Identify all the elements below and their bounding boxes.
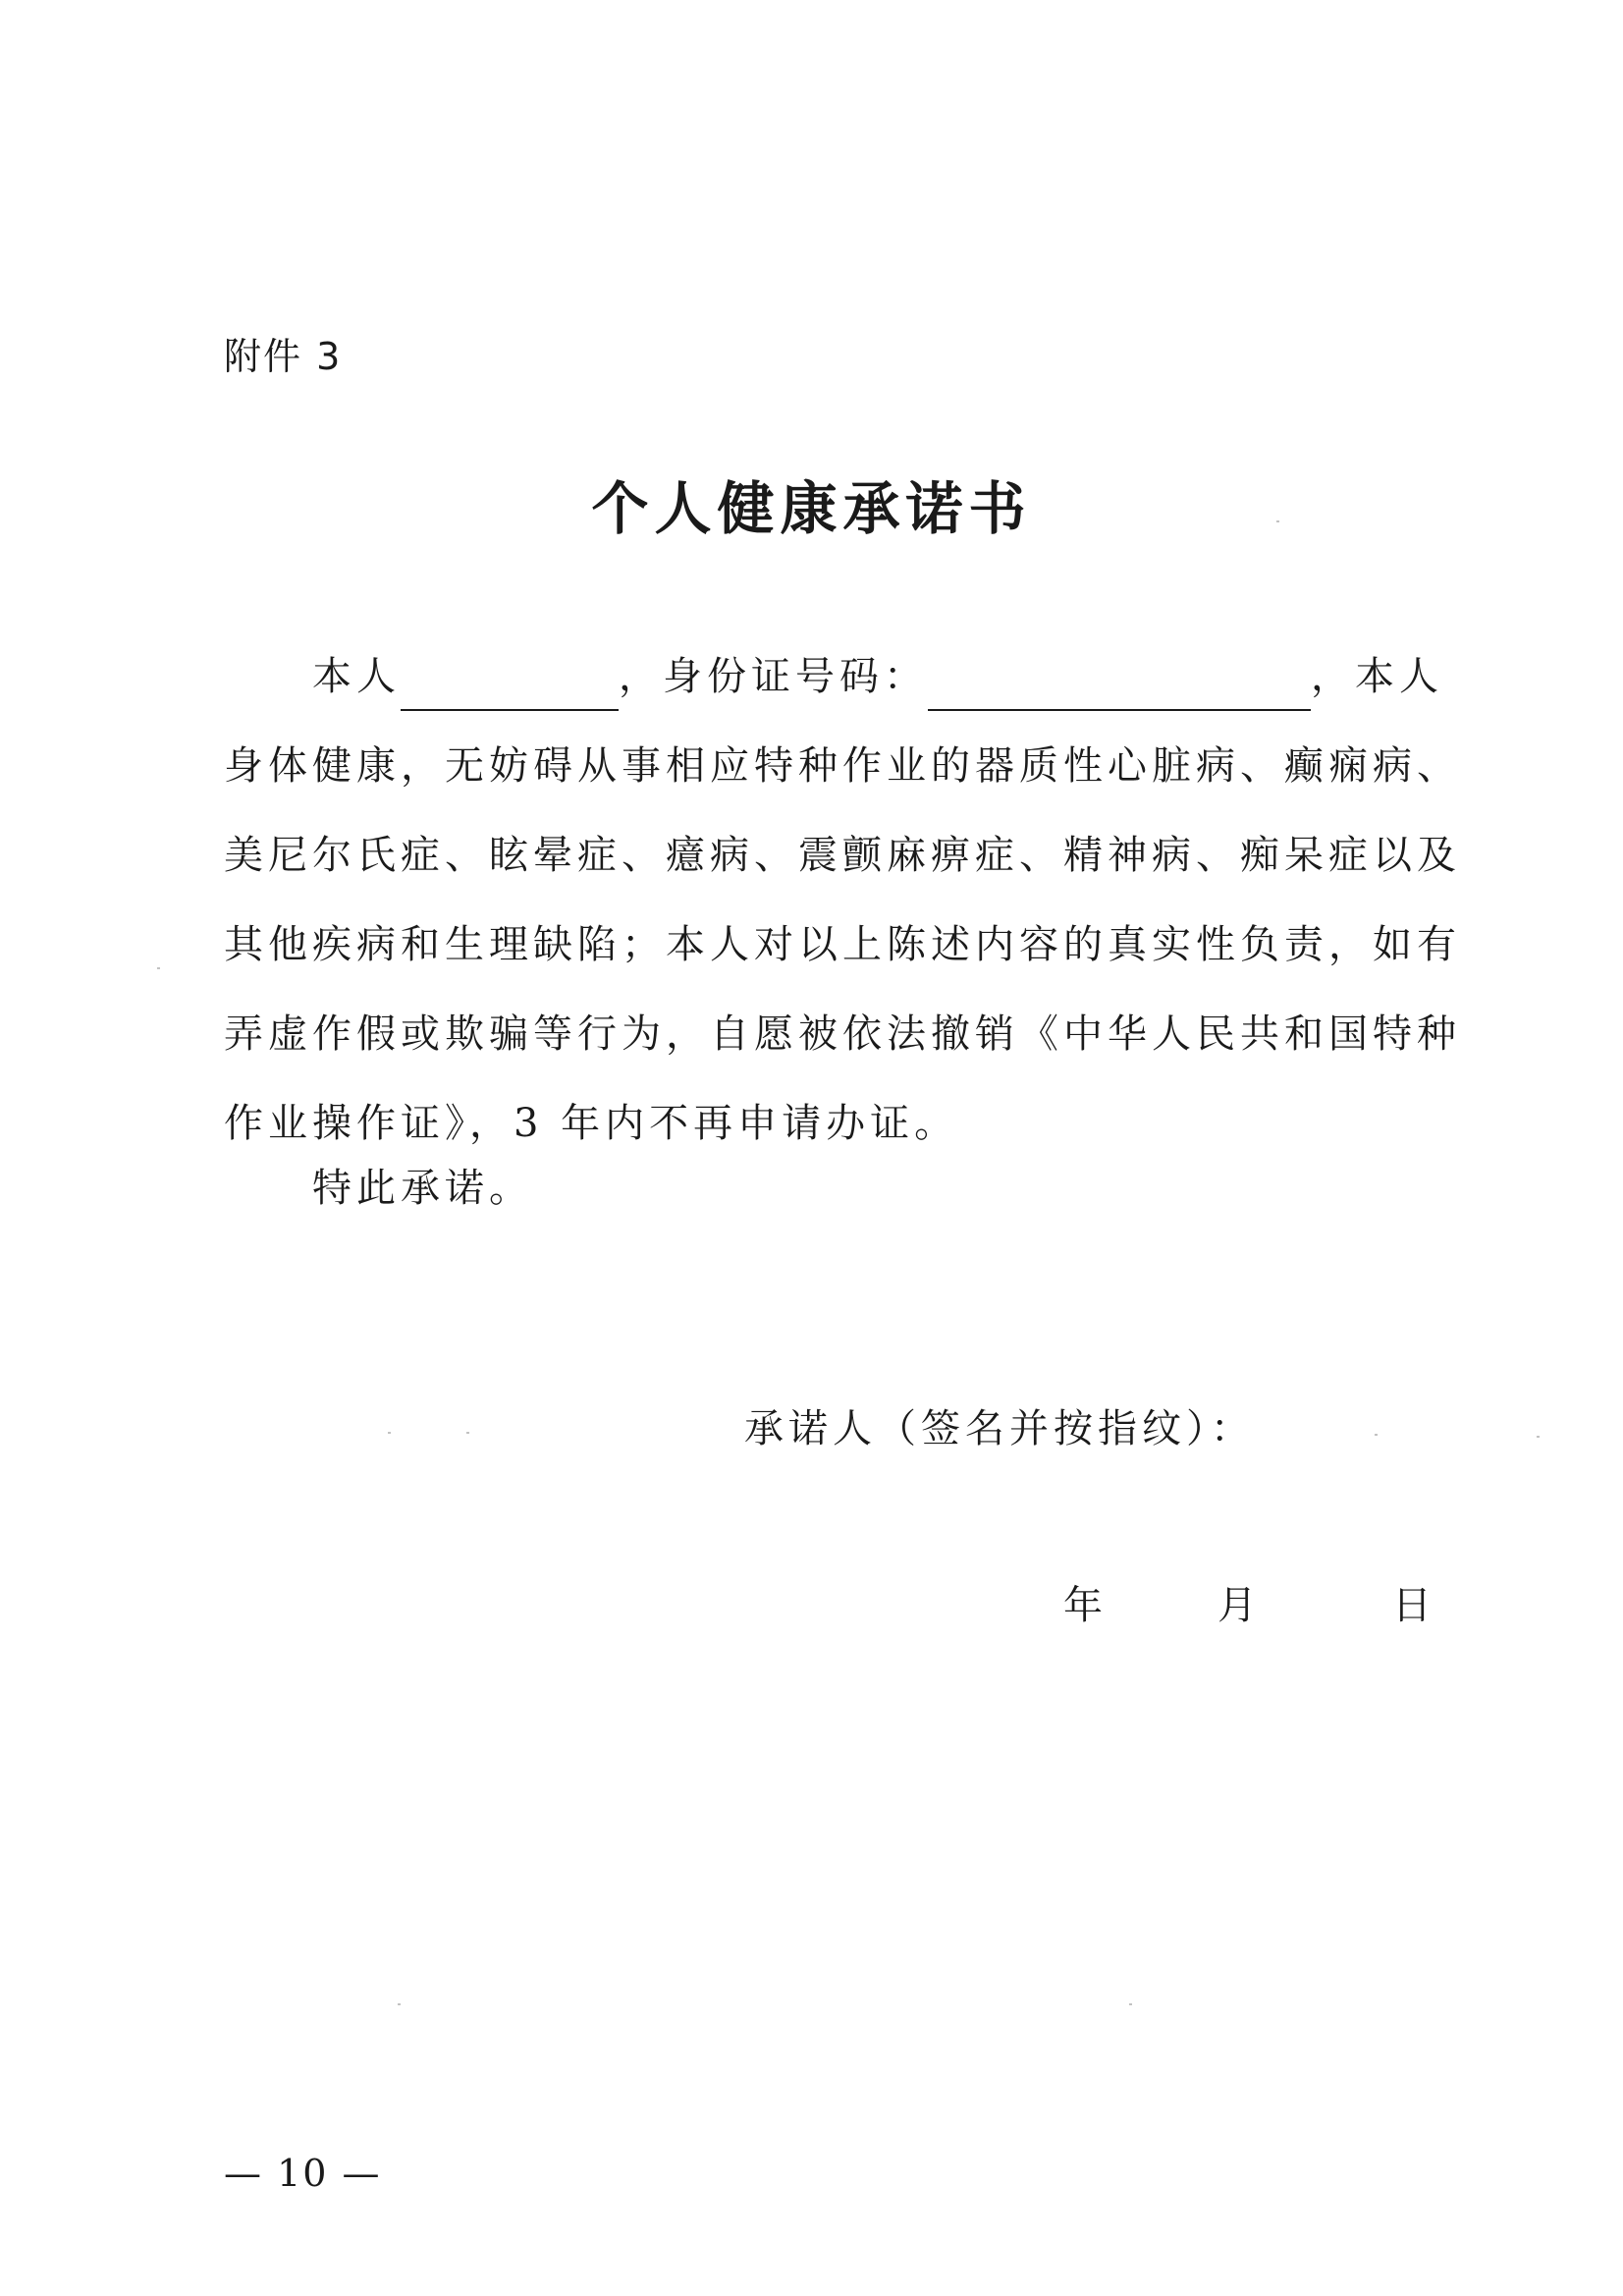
attachment-label: 附件 3 bbox=[224, 335, 343, 378]
document-title: 个人健康承诺书 bbox=[591, 475, 1032, 542]
scan-speck bbox=[388, 1432, 391, 1434]
scan-speck bbox=[466, 1432, 469, 1434]
scan-speck bbox=[157, 967, 160, 969]
scan-speck bbox=[1129, 2003, 1132, 2005]
declaration-line: 其他疾病和生理缺陷；本人对以上陈述内容的真实性负责，如有 bbox=[224, 922, 1461, 967]
declaration-first-line bbox=[224, 642, 1443, 711]
date-year-label: 年 bbox=[1063, 1583, 1103, 1628]
declaration-line: 美尼尔氏症、眩晕症、癔病、震颤麻痹症、精神病、痴呆症以及 bbox=[224, 833, 1461, 878]
id-label: ，身份证号码： bbox=[619, 654, 928, 699]
id-number-blank-field[interactable] bbox=[928, 662, 1311, 711]
closing-statement: 特此承诺。 bbox=[312, 1166, 533, 1211]
scan-speck bbox=[1537, 1436, 1540, 1438]
scan-speck bbox=[1375, 1434, 1378, 1436]
name-prefix: 本人 bbox=[312, 654, 401, 699]
signature-label: 承诺人（签名并按指纹）： bbox=[744, 1406, 1255, 1451]
name-blank-field[interactable] bbox=[401, 662, 619, 711]
declaration-line: 弄虚作假或欺骗等行为，自愿被依法撤销《中华人民共和国特种 bbox=[224, 1011, 1461, 1057]
name-suffix: ，本人 bbox=[1311, 654, 1443, 699]
date-month-label: 月 bbox=[1217, 1583, 1257, 1628]
date-day-label: 日 bbox=[1392, 1583, 1432, 1628]
declaration-line: 身体健康，无妨碍从事相应特种作业的器质性心脏病、癫痫病、 bbox=[224, 743, 1461, 789]
scan-speck bbox=[1276, 520, 1279, 522]
page-number: — 10 — bbox=[224, 2152, 382, 2195]
scan-speck bbox=[398, 2003, 401, 2005]
declaration-line: 作业操作证》，3 年内不再申请办证。 bbox=[224, 1101, 959, 1146]
declaration-body bbox=[224, 722, 1461, 1169]
